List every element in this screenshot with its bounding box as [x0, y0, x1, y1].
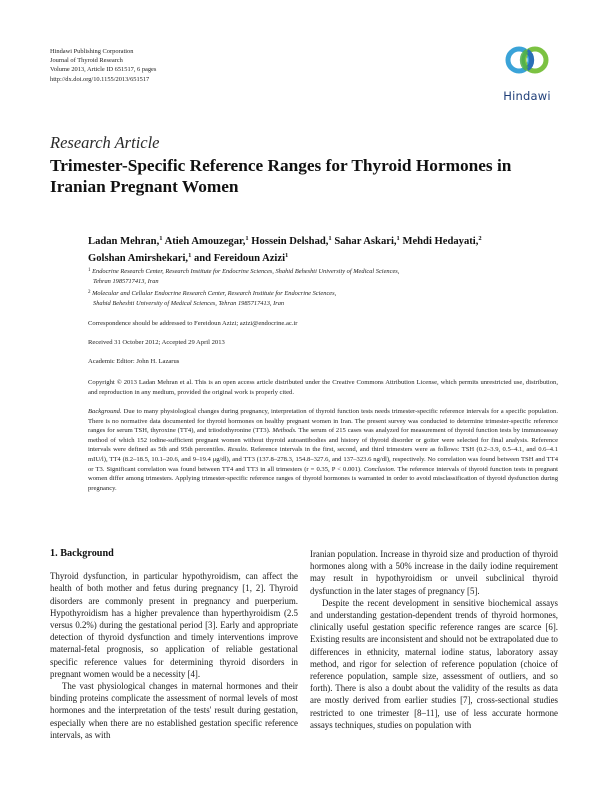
abstract-methods-label: Methods. [272, 427, 297, 435]
hindawi-logo [497, 40, 557, 106]
affiliation-line: Shahid Beheshti University of Medical Sciences, Tehran 1985717413, Iran [93, 299, 285, 307]
received-date: Received 31 October 2012; Accepted 29 April 2013 [88, 339, 225, 346]
author-affiliation-mark: 1 [159, 235, 163, 242]
abstract-methods-text: The serum of 215 cases was analyzed for measurement of thyroid function tests by immunoassay method of which 152 iodine-sufficient pregnant women without thyroid autoantibodies and history of thyroid disorder or goiter were selected for final analysis. Reference intervals were defined as 5th and 95th percentiles. [88, 427, 558, 454]
affiliation-line: Endocrine Research Center, Research Institute for Endocrine Sciences, Shahid Beheshti University of Medical Sciences, [92, 268, 400, 275]
body-paragraph: The vast physiological changes in maternal hormones and their binding proteins complicate the assessment of normal levels of most hormones and the interpretation of the tests' result during gestation, especially when there are no established gestation specific reference intervals, as with [50, 681, 298, 740]
abstract-results-text: Reference intervals in the first, second, and third trimesters were as follows: TSH (0.2–3.9, 0.5–4.1, and 0.6–4.1 mIU/l), TT4 (8.2–18.5, 10.1–20.6, and 9–19.4 μg/dl), and TT3 (137.8–278.3, 154.8–327.6, and 137–323.6 ng/dl), respectively. No correlation was found between TSH and TT4 or T3. Significant correlation was found between TT4 and TT3 in all trimesters (r = 0.35, P < 0.001). [88, 446, 558, 473]
correspondence: Correspondence should be addressed to Fereidoun Azizi; azizi@endocrine.ac.ir [88, 320, 298, 327]
section-heading: 1. Background [50, 548, 114, 559]
author-list [88, 232, 558, 266]
abstract-background-text: Due to many physiological changes during pregnancy, interpretation of thyroid function tests needs trimester-specific reference intervals for a specific population. There is no normative data documented for thyroid hormones on healthy pregnant women in Iran. The present survey was conducted to determine trimester-specific reference ranges for serum TSH, thyroxine (TT4), and triiodothyronine (TT3). [88, 408, 558, 435]
title-line-2: Iranian Pregnant Women [50, 177, 239, 196]
author-name: Golshan Amirshekari, [88, 253, 189, 264]
journal-header [50, 47, 156, 84]
journal-name: Journal of Thyroid Research [50, 57, 123, 65]
body-paragraph: Iranian population. Increase in thyroid size and production of thyroid hormones along with a 50% increase in the daily iodine requirement may result in hypothyroidism or unveil subclinical thyroid dysfunction in the later stages of pregnancy [5]. [310, 549, 558, 596]
affiliation-2 [88, 288, 558, 308]
body-column-right [310, 548, 558, 731]
affiliation-mark: 1 [88, 268, 91, 273]
author-name: Atieh Amouzegar, [164, 236, 246, 247]
affiliation-1 [88, 266, 558, 286]
body-column-left [50, 548, 298, 741]
author-affiliation-mark: 1 [328, 235, 332, 242]
publisher-name: Hindawi Publishing Corporation [50, 48, 134, 55]
author-name: Mehdi Hedayati, [402, 236, 479, 247]
body-paragraph: Despite the recent development in sensitive biochemical assays and understanding gestation-dependent trends of thyroid hormones, clinically useful gestation specific reference ranges are scarce [6]. Existing results are inconsistent and should not be extrapolated due to differences in ethnicity, maternal iodine status, laboratory assay method, and rigor for selection of reference population (choice of reference population, sample size, assessment of outliers, and so forth). There is also a doubt about the validity of the results as data are mostly derived from earlier studies [7], cross-sectional studies restricted to one trimester [8–11], use of less accurate hormone assays techniques, studies on population with [310, 597, 558, 730]
abstract-results-label: Results. [227, 446, 249, 454]
abstract [88, 407, 558, 493]
author-name: Sahar Askari, [334, 236, 397, 247]
article-type: Research Article [50, 133, 160, 152]
logo-text: Hindawi [503, 89, 551, 103]
author-affiliation-mark: 1 [245, 235, 249, 242]
doi-link[interactable]: http://dx.doi.org/10.1155/2013/651517 [50, 75, 150, 83]
author-name: Hossein Delshad, [251, 236, 329, 247]
author-affiliation-mark: 1 [188, 252, 192, 259]
volume-info: Volume 2013, Article ID 651517, 6 pages [50, 66, 157, 74]
affiliation-line: Tehran 1985717413, Iran [93, 277, 159, 285]
title-line-1: Trimester-Specific Reference Ranges for Thyroid Hormones in [50, 156, 512, 175]
author-name: and Fereidoun Azizi [193, 253, 286, 264]
abstract-background-label: Background. [88, 408, 122, 415]
author-affiliation-mark: 1 [396, 235, 400, 242]
author-affiliation-mark: 2 [478, 235, 482, 242]
academic-editor: Academic Editor: John H. Lazarus [88, 358, 180, 365]
author-affiliation-mark: 1 [285, 252, 289, 259]
affiliation-line: Molecular and Cellular Endocrine Research Center, Research Institute for Endocrine Sciences, [92, 290, 337, 297]
abstract-conclusion-text: The reference intervals of thyroid function tests in pregnant women differ among trimesters. Applying trimester-specific reference ranges of thyroid hormones is warranted in order to avoid misclassification of thyroid dysfunction during pregnancy. [88, 465, 558, 492]
copyright-notice: Copyright © 2013 Ladan Mehran et al. This is an open access article distributed under the Creative Commons Attribution License, which permits unrestricted use, distribution, and reproduction in any medium, provided the original work is properly cited. [88, 379, 558, 396]
body-paragraph: Thyroid dysfunction, in particular hypothyroidism, can affect the health of both mother and fetus during pregnancy [1, 2]. Thyroid disorders are commonly present in pregnancy and puerperium. Hypothyroidism has a higher prevalence than hyperthyroidism (2.5 versus 0.2%) during the gestational period [3]. Early and appropriate detection of thyroid dysfunction and timely interventions improve maternal-fetal prognosis, so application of reliable gestational specific reference values for determining thyroid disorders in pregnant women would be a necessity [4]. [50, 571, 298, 679]
abstract-conclusion-label: Conclusion. [363, 465, 396, 473]
author-name: Ladan Mehran, [88, 236, 160, 247]
hindawi-rings-icon [497, 40, 557, 88]
article-title [50, 155, 570, 197]
affiliation-mark: 2 [88, 290, 91, 295]
